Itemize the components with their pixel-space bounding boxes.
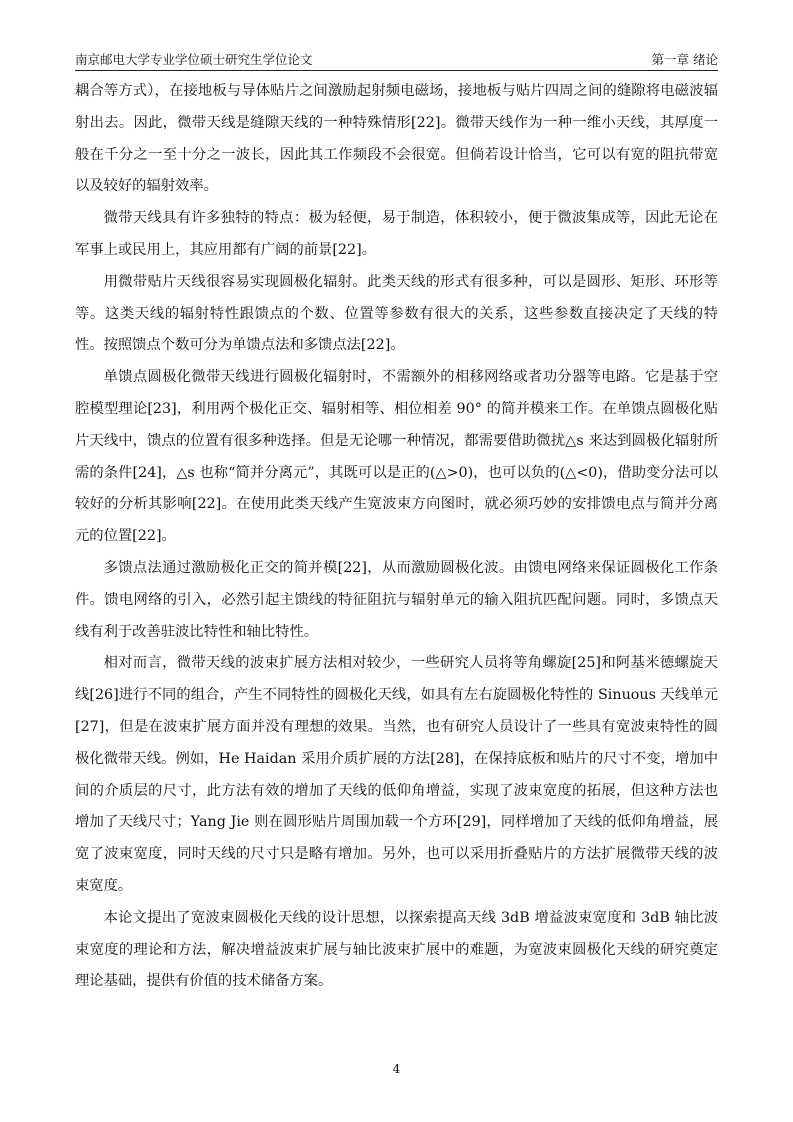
header-divider [75,70,718,71]
paragraph-4: 单馈点圆极化微带天线进行圆极化辐射时，不需额外的相移网络或者功分器等电路。它是基于空腔模型理论[23]，利用两个极化正交、辐射相等、相位相差 90° 的简并模来工作。在单馈点圆极化贴片天线中，馈点的位置有很多种选择。但是无论哪一种情况，都需要借助微扰△s 来达到圆极化辐射所需的条件[24]，△s 也称“简并分离元”，其既可以是正的(△>0)，也可以负的(△<0)，借助变分法可以较好的分析其影响[22]。在使用此类天线产生宽波束方向图时，就必须巧妙的安排馈电点与简并分离元的位置[22]。 [75,369,718,545]
paragraph-5: 多馈点法通过激励极化正交的简并模[22]，从而激励圆极化波。由馈电网络来保证圆极化工作条件。馈电网络的引入，必然引起主馈线的特征阻抗与辐射单元的输入阻抗匹配问题。同时，多馈点天线有利于改善驻波比特性和轴比特性。 [75,559,718,640]
header-thesis-title: 南京邮电大学专业学位硕士研究生学位论文 [75,52,313,67]
page-header [75,52,718,70]
paragraph-2: 微带天线具有许多独特的特点：极为轻便，易于制造，体积较小，便于微波集成等，因此无论在军事上或民用上，其应用都有广阔的前景[22]。 [75,210,718,258]
header-chapter-title: 第一章 绪论 [651,52,718,67]
paragraph-7: 本论文提出了宽波束圆极化天线的设计思想，以探索提高天线 3dB 增益波束宽度和 3dB 轴比波束宽度的理论和方法，解决增益波束扩展与轴比波束扩展中的难题，为宽波束圆极化天线的研究奠定理论基础，提供有价值的技术储备方案。 [75,909,718,990]
paragraph-1: 耦合等方式），在接地板与导体贴片之间激励起射频电磁场，接地板与贴片四周之间的缝隙将电磁波辐射出去。因此，微带天线是缝隙天线的一种特殊情形[22]。微带天线作为一种一维小天线，其厚度一般在千分之一至十分之一波长，因此其工作频段不会很宽。但倘若设计恰当，它可以有宽的阻抗带宽以及较好的辐射效率。 [75,83,718,195]
page-number: 4 [392,1062,401,1076]
paragraph-3: 用微带贴片天线很容易实现圆极化辐射。此类天线的形式有很多种，可以是圆形、矩形、环形等等。这类天线的辐射特性跟馈点的个数、位置等参数有很大的关系，这些参数直接决定了天线的特性。按照馈点个数可分为单馈点法和多馈点法[22]。 [75,273,718,354]
paragraph-6: 相对而言，微带天线的波束扩展方法相对较少，一些研究人员将等角螺旋[25]和阿基米德螺旋天线[26]进行不同的组合，产生不同特性的圆极化天线，如具有左右旋圆极化特性的 Sinuous 天线单元[27]，但是在波束扩展方面并没有理想的效果。当然，也有研究人员设计了一些具有宽波束特性的圆极化微带天线。例如，He Haidan 采用介质扩展的方法[28]，在保持底板和贴片的尺寸不变，增加中间的介质层的尺寸，此方法有效的增加了天线的低仰角增益，实现了波束宽度的拓展，但这种方法也增加了天线尺寸；Yang Jie 则在圆形贴片周围加载一个方环[29]，同样增加了天线的低仰角增益，展宽了波束宽度，同时天线的尺寸只是略有增加。另外，也可以采用折叠贴片的方法扩展微带天线的波束宽度。 [75,655,718,894]
body-text [75,76,718,998]
